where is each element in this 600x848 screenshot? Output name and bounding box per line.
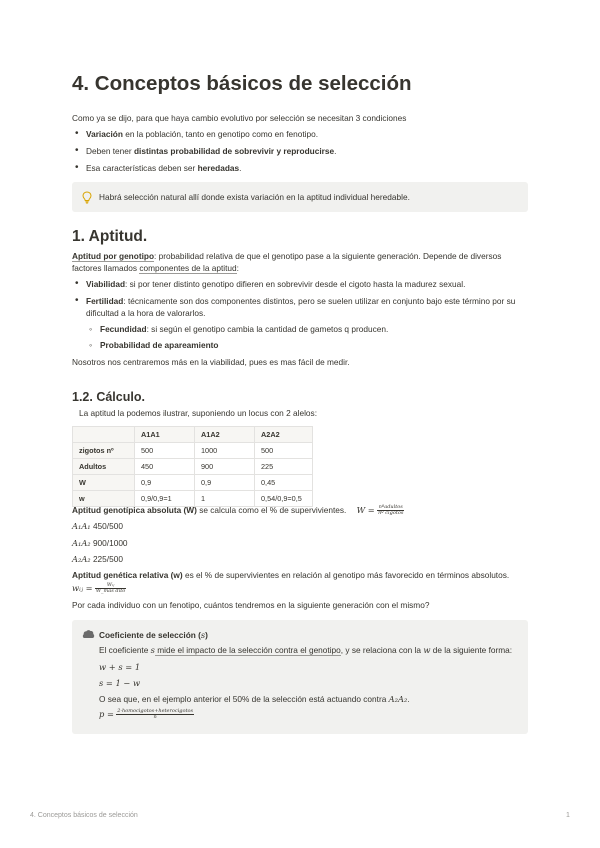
genotype-line (72, 537, 128, 549)
list-item (72, 128, 318, 140)
genotype-line (72, 520, 123, 532)
definition-text-2 (72, 262, 239, 274)
list-item (72, 162, 241, 174)
table-cell: 0,9 (135, 475, 195, 491)
math-genotype: A₁A₁ (72, 521, 91, 531)
bold-text: ) (205, 630, 208, 640)
table-cell: 450 (135, 459, 195, 475)
list-item (86, 323, 388, 335)
math-genotype: A₁A₂ (72, 538, 91, 548)
callout-heading (99, 629, 208, 641)
absolute-fitness-text (72, 504, 404, 516)
table-cell: 500 (255, 443, 313, 459)
underlined-text: mide el impacto de la selección contra el genotipo (154, 645, 341, 655)
formula-lhs: W = (356, 505, 375, 515)
relative-fitness-text (72, 569, 528, 581)
link-componentes[interactable]: componentes de la aptitud (139, 263, 237, 273)
bold-text: Fertilidad (86, 296, 124, 306)
table-cell: 1 (195, 491, 255, 507)
math-genotype: A₂A₂ (72, 554, 91, 564)
footer-title: 4. Conceptos básicos de selección (30, 812, 138, 819)
list-item (86, 339, 219, 351)
table-row (73, 459, 313, 475)
bold-text: Aptitud genotípica absoluta (W) (72, 505, 197, 515)
text: en la población, tanto en genotipo como en fenotipo. (122, 129, 319, 139)
formula-denominator: n (153, 714, 157, 721)
text: : si según el genotipo cambia la cantidad de gametos q producen. (146, 324, 389, 334)
math-w: w (423, 645, 431, 655)
table-cell: 1000 (195, 443, 255, 459)
math-genotype: A₂A₂ (388, 694, 408, 704)
table-header-row (73, 427, 313, 443)
equation: s = 1 − w (99, 678, 141, 688)
bold-text: heredadas (197, 163, 240, 173)
page-title: 4. Conceptos básicos de selección (72, 72, 412, 95)
text: : (236, 263, 239, 273)
closing-text: Nosotros nos centraremos más en la viabilidad, pues es mas fácil de medir. (72, 357, 350, 367)
table-row (73, 475, 313, 491)
section-heading: 1. Aptitud. (72, 228, 148, 245)
callout-line (99, 693, 410, 705)
formula-lhs: wᵢⱼ = (72, 583, 93, 593)
text: O sea que, en el ejemplo anterior el 50% de la selección está actuando contra (99, 694, 389, 704)
p-formula (99, 708, 194, 720)
formula-denominator: W_más dito (95, 588, 126, 595)
formula-fraction (116, 709, 194, 720)
formula-denominator: nº cigotos (378, 510, 404, 517)
text: : si por tener distinto genotipo difieren en sobrevivir desde el cigoto hasta la madurez sexual. (125, 279, 466, 289)
equation: w + s = 1 (99, 662, 141, 672)
text: , y se relaciona con la (340, 645, 424, 655)
formula-fraction (377, 505, 404, 516)
table-cell: 0,9/0,9=1 (135, 491, 195, 507)
text: . (334, 146, 337, 156)
callout-text: Habrá selección natural allí donde exista variación en la aptitud individual heredable. (99, 192, 410, 202)
formula-lhs: p = (99, 709, 114, 719)
question-text: Por cada individuo con un fenotipo, cuántos tendremos en la siguiente generación con el mismo? (72, 600, 430, 610)
text: Deben tener (86, 146, 134, 156)
text: factores llamados (72, 263, 140, 273)
brain-icon (82, 629, 95, 642)
formula-fraction (95, 583, 126, 594)
genotype-line (72, 553, 123, 565)
table-header: A2A2 (255, 427, 313, 443)
table-cell: w (73, 491, 135, 507)
bold-text: Aptitud por genotipo (72, 251, 155, 261)
table-cell: W (73, 475, 135, 491)
intro-text: Como ya se dijo, para que haya cambio evolutivo por selección se necesitan 3 condiciones (72, 113, 407, 123)
table-cell: 500 (135, 443, 195, 459)
bold-text: Variación (86, 129, 123, 139)
text: . (239, 163, 242, 173)
callout-box (72, 620, 528, 734)
aptitude-table (72, 426, 313, 507)
bold-text: Aptitud genética relativa (w) (72, 570, 183, 580)
text: : técnicamente son dos componentes distintos, pero se suelen utilizar en conjunto bajo este término por su (123, 296, 516, 306)
relative-formula (72, 582, 126, 594)
table-cell: 225 (255, 459, 313, 475)
table-cell: zigotos nº (73, 443, 135, 459)
table-cell: 0,45 (255, 475, 313, 491)
table-cell: 900 (195, 459, 255, 475)
list-item (72, 295, 528, 307)
bold-text: Coeficiente de selección ( (99, 630, 201, 640)
formula-numerator: Wᵢⱼ (95, 583, 126, 589)
callout-line (99, 644, 512, 656)
text: Esa características deben ser (86, 163, 198, 173)
bold-text: distintas probabilidad de sobrevivir y reproducirse (133, 146, 335, 156)
table-header (73, 427, 135, 443)
text: 450/500 (90, 521, 123, 531)
lightbulb-icon (82, 191, 92, 207)
definition-text (72, 250, 528, 262)
text: dificultad a la hora de valorarlos. (86, 308, 206, 318)
text: 225/500 (90, 554, 123, 564)
subsection-heading: 1.2. Cálculo. (72, 390, 145, 404)
formula-numerator: nºadultos (378, 504, 403, 511)
table-header: A1A2 (195, 427, 255, 443)
table-cell: 0,54/0,9=0,5 (255, 491, 313, 507)
subsection-intro: La aptitud la podemos ilustrar, suponiendo un locus con 2 alelos: (79, 408, 318, 418)
table-row (73, 443, 313, 459)
math-s: s (150, 645, 155, 655)
bold-text: Fecundidad (100, 324, 147, 334)
text: 900/1000 (90, 538, 128, 548)
bold-text: Probabilidad de apareamiento (100, 340, 219, 350)
callout-box (72, 182, 528, 212)
page-number: 1 (566, 812, 570, 819)
text: . (407, 694, 410, 704)
text: es el % de supervivientes en relación al genotipo más favorecido en términos absolutos. (182, 570, 510, 580)
table-header: A1A1 (135, 427, 195, 443)
list-item (72, 278, 465, 290)
text: de la siguiente forma: (430, 645, 513, 655)
table-cell: 0,9 (195, 475, 255, 491)
table-cell: Adultos (73, 459, 135, 475)
text: : probabilidad relativa de que el genotipo pase a la siguiente generación. Depende de diversos (154, 251, 502, 261)
formula-numerator: 2·homocigotos+heterocigotos (117, 708, 194, 715)
math-s: s (200, 630, 206, 640)
text: El coeficiente (99, 645, 151, 655)
text: se calcula como el % de supervivientes. (196, 505, 347, 515)
bold-text: Viabilidad (86, 279, 126, 289)
list-item (72, 145, 336, 157)
